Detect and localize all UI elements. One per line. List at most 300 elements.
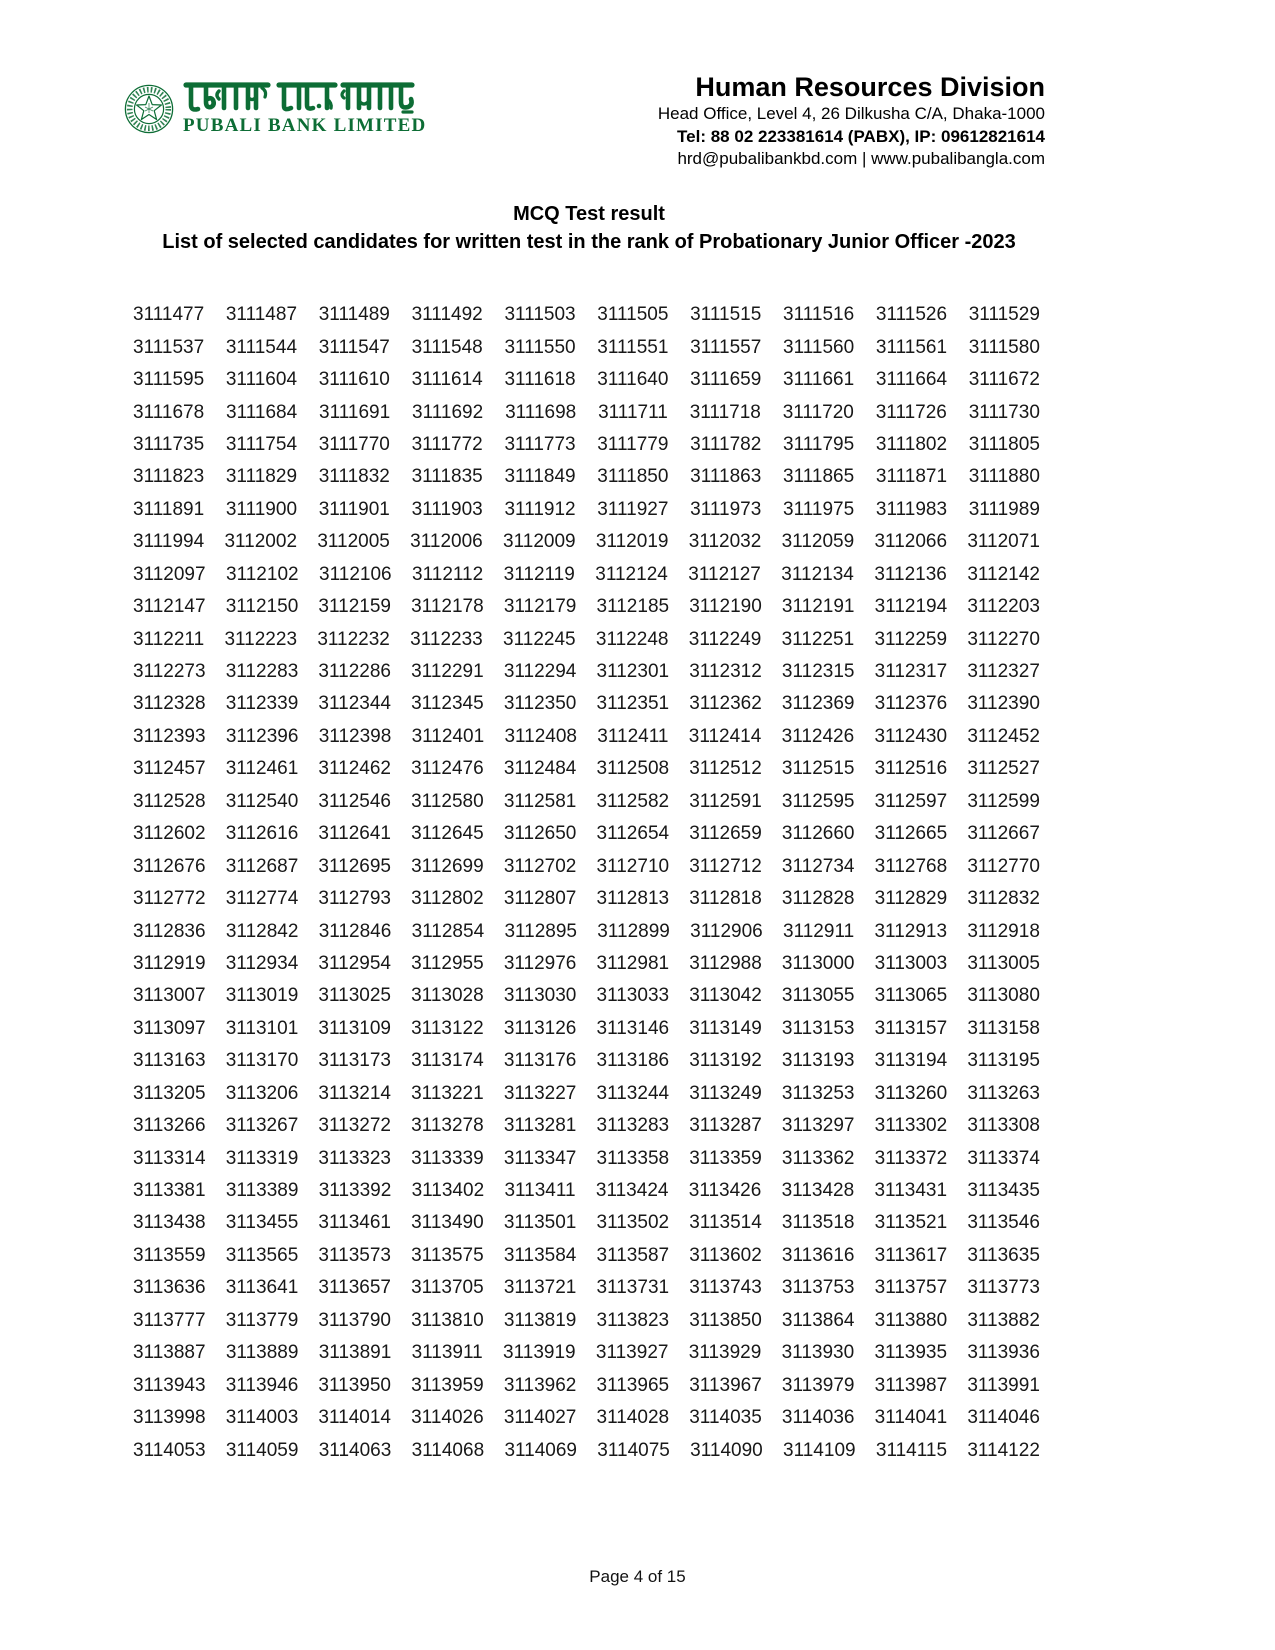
roll-number: 3112142 bbox=[967, 563, 1040, 585]
roll-number: 3111720 bbox=[782, 401, 854, 423]
roll-number: 3112411 bbox=[597, 725, 669, 747]
roll-number: 3111994 bbox=[133, 531, 205, 553]
roll-number: 3113065 bbox=[874, 985, 948, 1007]
roll-number: 3111547 bbox=[318, 336, 390, 358]
roll-number: 3113005 bbox=[967, 952, 1040, 974]
roll-number: 3113163 bbox=[133, 1050, 206, 1072]
roll-number: 3113194 bbox=[874, 1050, 948, 1072]
roll-number: 3113025 bbox=[318, 985, 391, 1007]
roll-number: 3112734 bbox=[781, 855, 855, 877]
roll-row bbox=[133, 980, 1040, 1012]
roll-number: 3113426 bbox=[688, 1180, 762, 1202]
roll-number: 3112918 bbox=[967, 920, 1040, 942]
roll-row bbox=[133, 1078, 1040, 1110]
roll-number: 3112687 bbox=[225, 855, 299, 877]
roll-number: 3112112 bbox=[412, 563, 484, 585]
roll-number: 3112190 bbox=[689, 596, 762, 618]
roll-number: 3111880 bbox=[968, 466, 1040, 488]
roll-number: 3111903 bbox=[411, 498, 483, 520]
roll-number: 3114028 bbox=[596, 1407, 670, 1429]
roll-number: 3112071 bbox=[967, 531, 1040, 553]
roll-number: 3113502 bbox=[596, 1212, 670, 1234]
roll-number: 3114053 bbox=[133, 1439, 206, 1461]
roll-number: 3113253 bbox=[781, 1082, 855, 1104]
roll-row bbox=[133, 396, 1040, 428]
roll-number: 3113372 bbox=[874, 1147, 948, 1169]
roll-number: 3111735 bbox=[133, 433, 205, 455]
roll-number: 3112430 bbox=[874, 725, 948, 747]
roll-number: 3113743 bbox=[689, 1277, 762, 1299]
roll-number: 3113819 bbox=[503, 1309, 577, 1331]
roll-number: 3112906 bbox=[690, 920, 763, 942]
roll-number: 3112581 bbox=[503, 790, 577, 812]
roll-number: 3111779 bbox=[597, 433, 669, 455]
roll-number: 3112512 bbox=[689, 758, 762, 780]
roll-number: 3113028 bbox=[411, 985, 484, 1007]
roll-number: 3113779 bbox=[225, 1309, 299, 1331]
roll-row bbox=[133, 364, 1040, 396]
roll-number: 3112452 bbox=[967, 725, 1040, 747]
roll-number: 3113705 bbox=[411, 1277, 484, 1299]
roll-number: 3111832 bbox=[318, 466, 390, 488]
roll-number: 3111772 bbox=[411, 433, 483, 455]
roll-number: 3113308 bbox=[967, 1115, 1040, 1137]
roll-number: 3111664 bbox=[875, 369, 948, 391]
roll-number: 3111503 bbox=[504, 304, 576, 326]
roll-number: 3112248 bbox=[595, 628, 669, 650]
roll-number: 3112710 bbox=[596, 855, 670, 877]
roll-number: 3112401 bbox=[411, 725, 485, 747]
roll-number: 3111618 bbox=[504, 369, 576, 391]
roll-number: 3111610 bbox=[318, 369, 390, 391]
roll-number: 3112774 bbox=[225, 888, 299, 910]
roll-number: 3113266 bbox=[133, 1115, 206, 1137]
roll-number: 3114075 bbox=[597, 1439, 670, 1461]
roll-number: 3112390 bbox=[967, 693, 1040, 715]
document-titles bbox=[133, 201, 1045, 256]
roll-number: 3113962 bbox=[503, 1374, 577, 1396]
roll-number: 3111718 bbox=[689, 401, 761, 423]
roll-number: 3111698 bbox=[505, 401, 577, 423]
roll-number: 3111891 bbox=[133, 498, 205, 520]
roll-number: 3113438 bbox=[133, 1212, 206, 1234]
roll-number: 3113101 bbox=[225, 1017, 299, 1039]
roll-number: 3113936 bbox=[967, 1342, 1040, 1364]
roll-number: 3113206 bbox=[225, 1082, 299, 1104]
roll-row bbox=[133, 299, 1040, 331]
roll-number: 3111711 bbox=[598, 401, 668, 423]
roll-number: 3113546 bbox=[967, 1212, 1040, 1234]
roll-number: 3112528 bbox=[133, 790, 206, 812]
roll-row bbox=[133, 559, 1040, 591]
roll-number: 3112919 bbox=[133, 952, 206, 974]
roll-number: 3112911 bbox=[783, 920, 855, 942]
roll-number: 3112351 bbox=[596, 693, 670, 715]
roll-number: 3111975 bbox=[783, 498, 855, 520]
roll-number: 3111823 bbox=[133, 466, 205, 488]
roll-number: 3112179 bbox=[503, 596, 577, 618]
roll-number: 3112654 bbox=[596, 823, 670, 845]
roll-number: 3112259 bbox=[874, 628, 948, 650]
roll-number: 3113521 bbox=[874, 1212, 948, 1234]
roll-number: 3113267 bbox=[225, 1115, 299, 1137]
roll-number: 3113864 bbox=[781, 1309, 855, 1331]
roll-number: 3111516 bbox=[783, 304, 855, 326]
roll-number: 3112134 bbox=[781, 563, 854, 585]
roll-number: 3111802 bbox=[875, 433, 948, 455]
roll-number: 3112315 bbox=[781, 661, 855, 683]
roll-number: 3113314 bbox=[133, 1147, 206, 1169]
roll-number: 3112136 bbox=[874, 563, 947, 585]
roll-number: 3112462 bbox=[318, 758, 391, 780]
roll-row bbox=[133, 1175, 1040, 1207]
roll-number: 3112211 bbox=[133, 628, 205, 650]
roll-number: 3112981 bbox=[596, 952, 670, 974]
roll-number: 3111551 bbox=[597, 336, 669, 358]
roll-number: 3113381 bbox=[133, 1180, 206, 1202]
roll-number: 3113359 bbox=[689, 1147, 762, 1169]
roll-number: 3112294 bbox=[503, 661, 577, 683]
roll-number: 3112650 bbox=[503, 823, 577, 845]
roll-number: 3113635 bbox=[967, 1244, 1040, 1266]
roll-number: 3113757 bbox=[874, 1277, 948, 1299]
roll-number: 3112270 bbox=[967, 628, 1040, 650]
roll-number: 3112602 bbox=[133, 823, 206, 845]
roll-number: 3112191 bbox=[781, 596, 855, 618]
contact-line: hrd@pubalibankbd.com | www.pubalibangla.com bbox=[677, 149, 1045, 168]
roll-number: 3112770 bbox=[967, 855, 1040, 877]
roll-number: 3113080 bbox=[967, 985, 1040, 1007]
roll-number: 3112597 bbox=[874, 790, 948, 812]
roll-row bbox=[133, 591, 1040, 623]
roll-number: 3113186 bbox=[596, 1050, 670, 1072]
roll-number: 3113943 bbox=[133, 1374, 206, 1396]
roll-number: 3111730 bbox=[968, 401, 1040, 423]
roll-number: 3111580 bbox=[968, 336, 1040, 358]
roll-number: 3112369 bbox=[781, 693, 855, 715]
roll-number: 3113157 bbox=[874, 1017, 948, 1039]
roll-number: 3113790 bbox=[318, 1309, 391, 1331]
roll-number: 3112836 bbox=[133, 920, 206, 942]
roll-number: 3112540 bbox=[225, 790, 299, 812]
roll-number: 3113887 bbox=[133, 1342, 206, 1364]
roll-number: 3113195 bbox=[967, 1050, 1040, 1072]
roll-number: 3112124 bbox=[595, 563, 668, 585]
roll-number: 3112595 bbox=[781, 790, 855, 812]
roll-number: 3112426 bbox=[781, 725, 855, 747]
roll-number: 3113244 bbox=[596, 1082, 670, 1104]
roll-number: 3112127 bbox=[688, 563, 761, 585]
roll-number: 3112006 bbox=[410, 531, 483, 553]
roll-number: 3111604 bbox=[225, 369, 298, 391]
roll-number: 3112147 bbox=[133, 596, 206, 618]
roll-number: 3112345 bbox=[411, 693, 484, 715]
bank-logo bbox=[124, 80, 426, 137]
roll-number: 3111489 bbox=[318, 304, 390, 326]
roll-number: 3112645 bbox=[411, 823, 484, 845]
roll-row bbox=[133, 1207, 1040, 1239]
roll-row bbox=[133, 883, 1040, 915]
roll-number: 3112772 bbox=[133, 888, 206, 910]
roll-number: 3114035 bbox=[689, 1407, 762, 1429]
roll-number: 3112097 bbox=[133, 563, 206, 585]
roll-number: 3114014 bbox=[318, 1407, 391, 1429]
roll-number: 3112641 bbox=[318, 823, 391, 845]
roll-number: 3113126 bbox=[503, 1017, 577, 1039]
roll-number: 3113030 bbox=[503, 985, 577, 1007]
bank-seal-icon bbox=[124, 84, 174, 134]
roll-number: 3113319 bbox=[225, 1147, 299, 1169]
roll-number: 3113302 bbox=[874, 1115, 948, 1137]
roll-number: 3113919 bbox=[503, 1342, 576, 1364]
roll-number: 3112829 bbox=[874, 888, 948, 910]
document-subtitle: List of selected candidates for written test in the rank of Probationary Junior Officer -2023 bbox=[162, 231, 1016, 253]
roll-number: 3112223 bbox=[224, 628, 298, 650]
roll-number: 3112194 bbox=[874, 596, 948, 618]
roll-number-grid bbox=[133, 299, 1040, 1467]
roll-number: 3111983 bbox=[875, 498, 948, 520]
roll-number: 3111537 bbox=[133, 336, 205, 358]
roll-number: 3113850 bbox=[689, 1309, 762, 1331]
roll-number: 3112699 bbox=[411, 855, 484, 877]
roll-number: 3113170 bbox=[225, 1050, 299, 1072]
roll-row bbox=[133, 1434, 1040, 1466]
roll-number: 3112591 bbox=[689, 790, 762, 812]
roll-number: 3111754 bbox=[225, 433, 298, 455]
roll-number: 3113616 bbox=[781, 1244, 855, 1266]
roll-number: 3112273 bbox=[133, 661, 206, 683]
roll-number: 3113501 bbox=[503, 1212, 577, 1234]
roll-number: 3113260 bbox=[874, 1082, 948, 1104]
roll-number: 3113602 bbox=[689, 1244, 762, 1266]
roll-number: 3113587 bbox=[596, 1244, 670, 1266]
roll-number: 3113281 bbox=[503, 1115, 577, 1137]
roll-number: 3112660 bbox=[781, 823, 855, 845]
roll-number: 3112676 bbox=[133, 855, 206, 877]
roll-number: 3111850 bbox=[597, 466, 669, 488]
roll-number: 3112913 bbox=[874, 920, 948, 942]
roll-number: 3112457 bbox=[133, 758, 206, 780]
roll-number: 3113033 bbox=[596, 985, 670, 1007]
roll-number: 3114041 bbox=[874, 1407, 948, 1429]
roll-number: 3113272 bbox=[318, 1115, 391, 1137]
roll-number: 3111865 bbox=[783, 466, 855, 488]
roll-number: 3113227 bbox=[503, 1082, 577, 1104]
roll-number: 3112813 bbox=[596, 888, 670, 910]
roll-number: 3111795 bbox=[783, 433, 855, 455]
roll-number: 3113882 bbox=[967, 1309, 1040, 1331]
roll-number: 3113221 bbox=[411, 1082, 484, 1104]
roll-number: 3112059 bbox=[781, 531, 855, 553]
roll-number: 3113773 bbox=[967, 1277, 1040, 1299]
roll-number: 3111901 bbox=[318, 498, 390, 520]
roll-row bbox=[133, 656, 1040, 688]
roll-number: 3113000 bbox=[781, 952, 855, 974]
roll-number: 3113575 bbox=[411, 1244, 484, 1266]
roll-number: 3112934 bbox=[225, 952, 299, 974]
roll-number: 3111973 bbox=[690, 498, 762, 520]
roll-number: 3113657 bbox=[318, 1277, 391, 1299]
roll-number: 3111529 bbox=[968, 304, 1040, 326]
roll-number: 3112899 bbox=[597, 920, 670, 942]
roll-number: 3114036 bbox=[781, 1407, 855, 1429]
roll-row bbox=[133, 1272, 1040, 1304]
roll-number: 3113174 bbox=[411, 1050, 484, 1072]
roll-number: 3114068 bbox=[411, 1439, 485, 1461]
roll-number: 3112327 bbox=[967, 661, 1040, 683]
roll-number: 3111900 bbox=[225, 498, 298, 520]
roll-row bbox=[133, 1110, 1040, 1142]
roll-number: 3112818 bbox=[689, 888, 762, 910]
roll-number: 3114090 bbox=[690, 1439, 763, 1461]
roll-number: 3112828 bbox=[781, 888, 855, 910]
roll-number: 3112159 bbox=[318, 596, 391, 618]
roll-number: 3111614 bbox=[411, 369, 483, 391]
roll-number: 3112832 bbox=[967, 888, 1040, 910]
roll-row bbox=[133, 331, 1040, 363]
roll-number: 3112150 bbox=[225, 596, 299, 618]
roll-number: 3112232 bbox=[317, 628, 390, 650]
roll-number: 3113109 bbox=[318, 1017, 391, 1039]
roll-number: 3112695 bbox=[318, 855, 391, 877]
roll-number: 3111548 bbox=[411, 336, 483, 358]
roll-number: 3113097 bbox=[133, 1017, 206, 1039]
roll-number: 3112659 bbox=[689, 823, 762, 845]
roll-number: 3112408 bbox=[504, 725, 577, 747]
roll-number: 3113283 bbox=[596, 1115, 670, 1137]
roll-number: 3111871 bbox=[875, 466, 948, 488]
roll-number: 3112667 bbox=[967, 823, 1040, 845]
roll-number: 3113153 bbox=[781, 1017, 855, 1039]
roll-number: 3111770 bbox=[318, 433, 390, 455]
roll-number: 3113559 bbox=[133, 1244, 206, 1266]
roll-row bbox=[133, 1402, 1040, 1434]
roll-number: 3113950 bbox=[318, 1374, 391, 1396]
roll-number: 3113297 bbox=[781, 1115, 855, 1137]
roll-number: 3111805 bbox=[968, 433, 1040, 455]
roll-number: 3111773 bbox=[504, 433, 576, 455]
roll-number: 3111691 bbox=[319, 401, 391, 423]
roll-number: 3111692 bbox=[412, 401, 484, 423]
roll-number: 3113287 bbox=[689, 1115, 762, 1137]
roll-number: 3113055 bbox=[781, 985, 855, 1007]
roll-number: 3113455 bbox=[225, 1212, 299, 1234]
roll-number: 3113518 bbox=[781, 1212, 855, 1234]
roll-number: 3112807 bbox=[503, 888, 577, 910]
roll-number: 3112616 bbox=[225, 823, 299, 845]
roll-number: 3112286 bbox=[318, 661, 391, 683]
roll-number: 3113461 bbox=[318, 1212, 391, 1234]
roll-number: 3112350 bbox=[503, 693, 577, 715]
roll-number: 3113042 bbox=[689, 985, 762, 1007]
roll-row bbox=[133, 461, 1040, 493]
roll-number: 3113193 bbox=[781, 1050, 855, 1072]
roll-number: 3113214 bbox=[318, 1082, 391, 1104]
roll-row bbox=[133, 688, 1040, 720]
roll-number: 3113731 bbox=[596, 1277, 670, 1299]
roll-number: 3112854 bbox=[411, 920, 485, 942]
roll-number: 3111912 bbox=[504, 498, 576, 520]
roll-number: 3112846 bbox=[318, 920, 392, 942]
roll-number: 3113930 bbox=[781, 1342, 855, 1364]
roll-number: 3113278 bbox=[411, 1115, 484, 1137]
roll-number: 3113573 bbox=[318, 1244, 391, 1266]
telephone-line: Tel: 88 02 223381614 (PABX), IP: 09612821614 bbox=[677, 126, 1045, 146]
roll-number: 3111927 bbox=[597, 498, 669, 520]
roll-number: 3114003 bbox=[225, 1407, 299, 1429]
roll-number: 3111661 bbox=[783, 369, 855, 391]
roll-number: 3111550 bbox=[504, 336, 576, 358]
roll-number: 3112301 bbox=[596, 661, 670, 683]
roll-number: 3112032 bbox=[688, 531, 762, 553]
roll-number: 3112376 bbox=[874, 693, 948, 715]
roll-number: 3113173 bbox=[318, 1050, 391, 1072]
roll-number: 3113019 bbox=[225, 985, 299, 1007]
roll-number: 3114109 bbox=[783, 1439, 856, 1461]
roll-number: 3113192 bbox=[689, 1050, 762, 1072]
roll-row bbox=[133, 1305, 1040, 1337]
roll-number: 3112702 bbox=[503, 855, 577, 877]
roll-number: 3111640 bbox=[597, 369, 669, 391]
roll-number: 3112106 bbox=[319, 563, 392, 585]
roll-number: 3113392 bbox=[318, 1180, 392, 1202]
roll-number: 3114059 bbox=[225, 1439, 299, 1461]
roll-number: 3113880 bbox=[874, 1309, 948, 1331]
bank-logotype bbox=[183, 80, 426, 137]
roll-number: 3112988 bbox=[689, 952, 762, 974]
roll-number: 3113007 bbox=[133, 985, 206, 1007]
division-title: Human Resources Division bbox=[695, 72, 1045, 102]
roll-number: 3112484 bbox=[503, 758, 577, 780]
roll-row bbox=[133, 850, 1040, 882]
roll-number: 3113891 bbox=[318, 1342, 392, 1364]
roll-number: 3112178 bbox=[411, 596, 484, 618]
roll-number: 3113122 bbox=[411, 1017, 484, 1039]
roll-number: 3113389 bbox=[225, 1180, 299, 1202]
roll-number: 3113428 bbox=[781, 1180, 855, 1202]
roll-number: 3111515 bbox=[690, 304, 762, 326]
roll-number: 3113565 bbox=[225, 1244, 299, 1266]
roll-row bbox=[133, 526, 1040, 558]
roll-number: 3113823 bbox=[596, 1309, 670, 1331]
roll-number: 3112712 bbox=[689, 855, 762, 877]
roll-number: 3112895 bbox=[504, 920, 577, 942]
roll-number: 3113927 bbox=[595, 1342, 669, 1364]
roll-number: 3112476 bbox=[411, 758, 484, 780]
roll-number: 3112396 bbox=[225, 725, 299, 747]
roll-number: 3113149 bbox=[689, 1017, 762, 1039]
roll-number: 3114026 bbox=[411, 1407, 484, 1429]
roll-number: 3113777 bbox=[133, 1309, 206, 1331]
roll-number: 3113205 bbox=[133, 1082, 206, 1104]
roll-row bbox=[133, 721, 1040, 753]
roll-number: 3113003 bbox=[874, 952, 948, 974]
roll-number: 3112344 bbox=[318, 693, 391, 715]
roll-number: 3113249 bbox=[689, 1082, 762, 1104]
roll-number: 3111560 bbox=[783, 336, 855, 358]
roll-number: 3112954 bbox=[318, 952, 391, 974]
roll-number: 3111726 bbox=[875, 401, 947, 423]
roll-number: 3113911 bbox=[411, 1342, 483, 1364]
roll-row bbox=[133, 753, 1040, 785]
roll-number: 3112005 bbox=[317, 531, 390, 553]
roll-row bbox=[133, 1142, 1040, 1174]
roll-number: 3111526 bbox=[875, 304, 948, 326]
roll-number: 3112527 bbox=[967, 758, 1040, 780]
roll-number: 3111863 bbox=[690, 466, 762, 488]
roll-number: 3112185 bbox=[596, 596, 670, 618]
roll-number: 3113424 bbox=[595, 1180, 669, 1202]
